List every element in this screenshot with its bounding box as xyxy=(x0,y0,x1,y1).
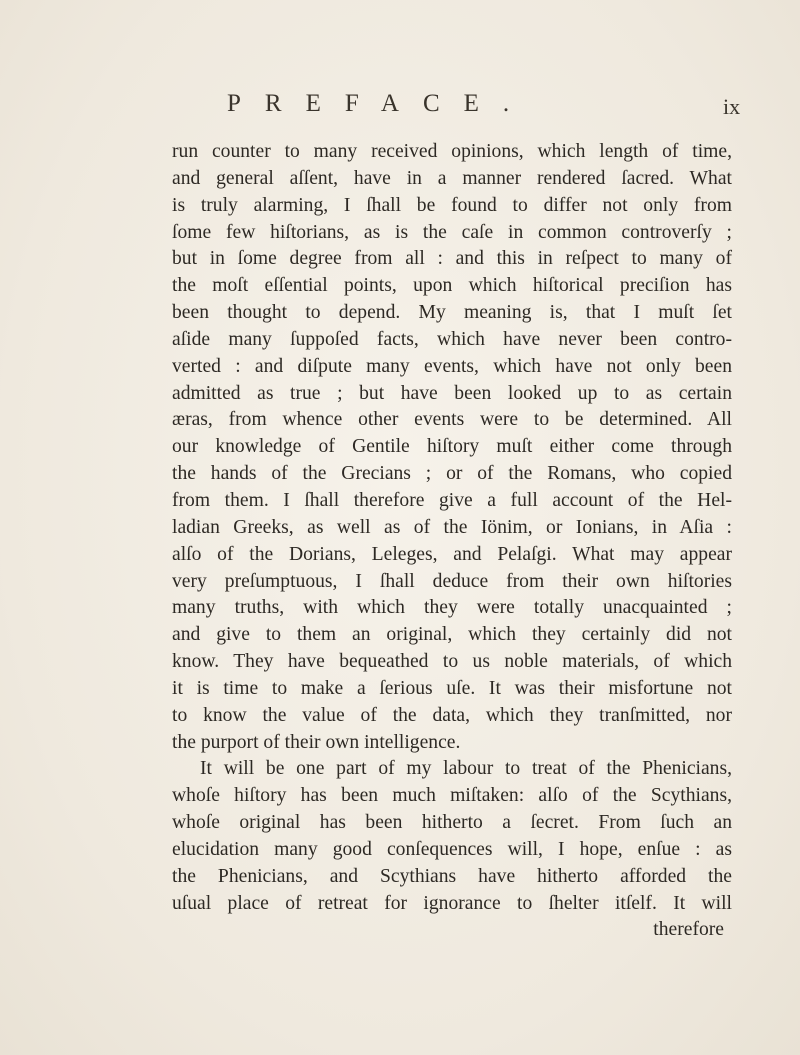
text-line: but in ſome degree from all : and this in reſpect to many of xyxy=(172,248,732,270)
text-line: run counter to many received opinions, which length of time, xyxy=(172,141,732,162)
text-line: verted : and diſpute many events, which have not only been xyxy=(172,355,732,377)
text-line: æras, from whence other events were to be determined. All xyxy=(172,409,732,431)
text-line: very preſumptuous, I ſhall deduce from their own hiſtories xyxy=(172,570,732,592)
text-line: It will be one part of my labour to treat of the Phenicians, xyxy=(200,758,732,780)
text-line: admitted as true ; but have been looked up to as certain xyxy=(172,382,732,404)
text-line: to know the value of the data, which they tranſmitted, nor xyxy=(172,704,732,726)
text-line: it is time to make a ſerious uſe. It was their misfortune not xyxy=(172,677,732,699)
text-line: been thought to depend. My meaning is, that I muſt ſet xyxy=(172,302,732,324)
running-head: PREFACE. xyxy=(227,90,534,117)
text-line: is truly alarming, I ſhall be found to differ not only from xyxy=(172,194,732,216)
text-line: whoſe original has been hitherto a ſecret. From ſuch an xyxy=(172,812,732,834)
text-line: know. They have bequeathed to us noble materials, of which xyxy=(172,651,732,673)
text-line: uſual place of retreat for ignorance to ſhelter itſelf. It will xyxy=(172,892,732,914)
page-number: ix xyxy=(723,94,741,119)
text-line: our knowledge of Gentile hiſtory muſt either come through xyxy=(172,436,732,458)
text-line: ſome few hiſtorians, as is the caſe in common controverſy ; xyxy=(172,221,732,243)
page-header xyxy=(0,86,800,126)
catchword: therefore xyxy=(653,919,724,941)
text-line: and give to them an original, which they certainly did not xyxy=(172,624,732,646)
text-line: alſo of the Dorians, Leleges, and Pelaſgi. What may appear xyxy=(172,543,732,565)
text-line: the Phenicians, and Scythians have hitherto afforded the xyxy=(172,865,732,887)
text-line: ladian Greeks, as well as of the Iönim, or Ionians, in Aſia : xyxy=(172,516,732,538)
text-line: elucidation many good conſequences will, I hope, enſue : as xyxy=(172,838,732,860)
text-line: and general aſſent, have in a manner rendered ſacred. What xyxy=(172,167,732,189)
preface-text xyxy=(172,139,732,944)
text-line: many truths, with which they were totally unacquainted ; xyxy=(172,597,732,619)
text-line: from them. I ſhall therefore give a full account of the Hel- xyxy=(172,489,732,511)
text-line: aſide many ſuppoſed facts, which have never been contro- xyxy=(172,328,732,350)
text-line: whoſe hiſtory has been much miſtaken: alſo of the Scythians, xyxy=(172,785,732,807)
text-line: the purport of their own intelligence. xyxy=(172,731,461,753)
text-line: the hands of the Grecians ; or of the Romans, who copied xyxy=(172,463,732,485)
text-line: the moſt eſſential points, upon which hiſtorical preciſion has xyxy=(172,275,732,297)
